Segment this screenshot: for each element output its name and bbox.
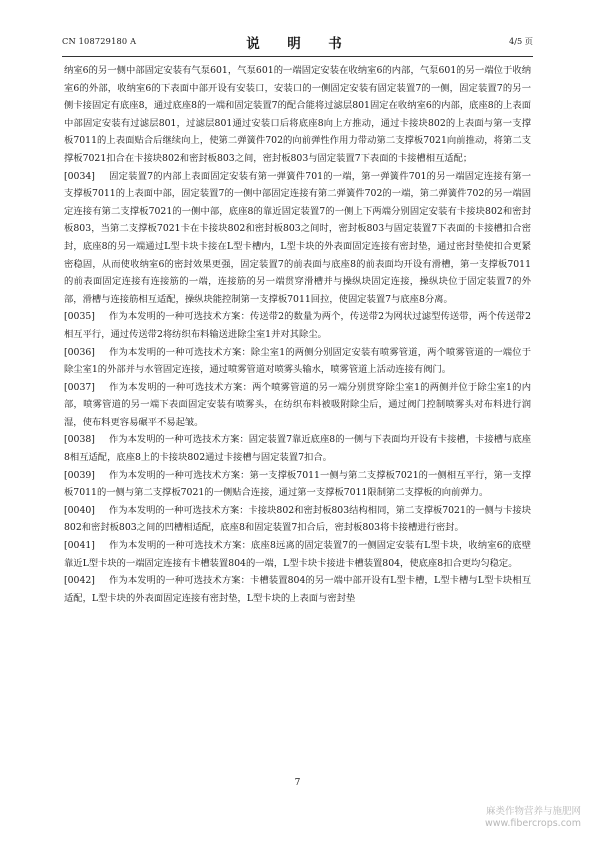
watermark-url: www.fibercrops.com [484,818,581,829]
paragraph-number: [0034] [64,170,95,182]
paragraph-0042 [64,572,531,607]
page-number: 7 [294,778,301,788]
watermark-site-name: 麻类作物营养与施肥网 [485,806,581,817]
paragraph-text: 作为本发明的一种可选技术方案：固定装置7靠近底座8的一侧与下表面均开设有卡接槽，卡接槽与底座8相互适配，底座8上的卡接块802通过卡接槽与固定装置7扣合。 [64,434,531,464]
paragraph-0034 [64,168,531,309]
paragraph-continued [64,62,531,168]
paragraph-number: [0037] [64,381,95,393]
paragraph-text: 作为本发明的一种可选技术方案：除尘室1的两侧分别固定安装有喷雾管道，两个喷雾管道的一端位于除尘室1的外部并与水管固定连接，通过喷雾管道对喷雾头输水，喷雾管道上活动连接有阀门。 [64,346,531,376]
paragraph-text: 作为本发明的一种可选技术方案：卡槽装置804的另一端中部开设有L型卡槽，L型卡槽与L型卡块相互适配，L型卡块的外表面固定连接有密封垫，L型卡块的上表面与密封垫 [64,575,531,604]
paragraph-number: [0041] [64,540,95,552]
paragraph-0040 [64,502,531,537]
paragraph-0039 [64,467,531,502]
paragraph-0038 [64,431,531,466]
document-title: 说 明 书 [246,36,349,52]
paragraph-number: [0036] [64,346,95,358]
site-watermark [485,806,581,830]
paragraph-0035 [64,308,531,343]
page-header [62,30,533,52]
paragraph-text: 作为本发明的一种可选技术方案：卡接块802和密封板803结构相同，第二支撑板7021的一侧与卡接块802和密封板803之间的凹槽相适配，底座8和固定装置7扣合后，密封板803将卡接槽进行密封。 [64,504,531,534]
paragraph-0037 [64,379,531,432]
header-divider [62,56,533,57]
paragraph-text: 作为本发明的一种可选技术方案：第一支撑板7011一侧与第二支撑板7021的一侧相互平行，第一支撑板7011的一侧与第二支撑板7021的一侧贴合连接，通过第一支撑板7011限制第二支撑板的向前弹力。 [64,469,531,499]
paragraph-text: 作为本发明的一种可选技术方案：底座8远离的固定装置7的一侧固定安装有L型卡块，收纳室6的底壁靠近L型卡块的一端固定连接有卡槽装置804的一端，L型卡块卡接进卡槽装置804，使底座8扣合更均匀稳定。 [64,540,531,569]
document-body [64,62,531,607]
paragraph-number: [0040] [64,504,95,516]
paragraph-0036 [64,344,531,379]
document-number: CN 108729180 A [62,36,137,46]
paragraph-number: [0035] [64,311,95,323]
paragraph-text: 作为本发明的一种可选技术方案：传送带2的数量为两个，传送带2为网状过滤型传送带，两个传送带2相互平行，通过传送带2将纺织布料输送进除尘室1并对其除尘。 [64,311,531,340]
paragraph-number: [0042] [64,575,95,587]
paragraph-number: [0038] [64,434,95,446]
paragraph-0041 [64,537,531,572]
page-count: 4/5 页 [509,36,533,46]
paragraph-number: [0039] [64,469,95,481]
paragraph-text: 纳室6的另一侧中部固定安装有气泵601，气泵601的一端固定安装在收纳室6的内部，气泵601的另一端位于收纳室6的外部，收纳室6的下表面中部开设有安装口，安装口的一侧固定安装有固定装置7的一侧，固定装置7的另一侧卡接固定有底座8，通过底座8的一端和固定装置7的配合能将过滤层801固定在收纳室6的内部，底座8的上表面中部固定安装有过滤层801，过滤层801通过安装口后将底座8向上方推动，通过卡接块802的上表面与第一支撑板7011的上表面贴合后继续向上，使第二弹簧件702的向前弹性作用力带动第二支撑板7021向前推动，将第二支撑板7021扣合在卡接块802和密封板803之间，密封板803与固定装置7下表面的卡接槽相互适配； [64,65,531,164]
paragraph-text: 作为本发明的一种可选技术方案：两个喷雾管道的另一端分别贯穿除尘室1的两侧并位于除尘室1的内部，喷雾管道的另一端下表面固定安装有喷雾头，在纺织布料被吸附除尘后，通过阀门控制喷雾头对布料进行润湿，使布料更容易碾平不易起皱。 [64,381,531,428]
paragraph-text: 固定装置7的内部上表面固定安装有第一弹簧件701的一端，第一弹簧件701的另一端固定连接有第一支撑板7011的上表面中部，固定装置7的一侧中部固定连接有第二弹簧件702的一端，第二弹簧件702的另一端固定连接有第二支撑板7021的一侧中部，底座8的靠近固定装置7的一侧上下两端分别固定安装有卡接块802和密封板803，当第二支撑板7021卡在卡接块802和密封板803之间时，密封板803与固定装置7下表面的卡接槽扣合密封，底座8的另一端通过L型卡块卡接在L型卡槽内，L型卡块的外表面固定连接有密封垫，通过密封垫使扣合更紧密稳固，从而使收纳室6的密封效果更强，固定装置7的前表面与底座8的前表面均开设有滑槽，第一支撑板7011的前表面固定连接有连接筋的一端，连接筋的另一端贯穿滑槽并与操纵块固定连接，操纵块位于固定装置7的外部，滑槽与连接筋相互适配，操纵块能控制第一支撑板7011回拉，使固定装置7与底座8分离。 [64,170,531,305]
